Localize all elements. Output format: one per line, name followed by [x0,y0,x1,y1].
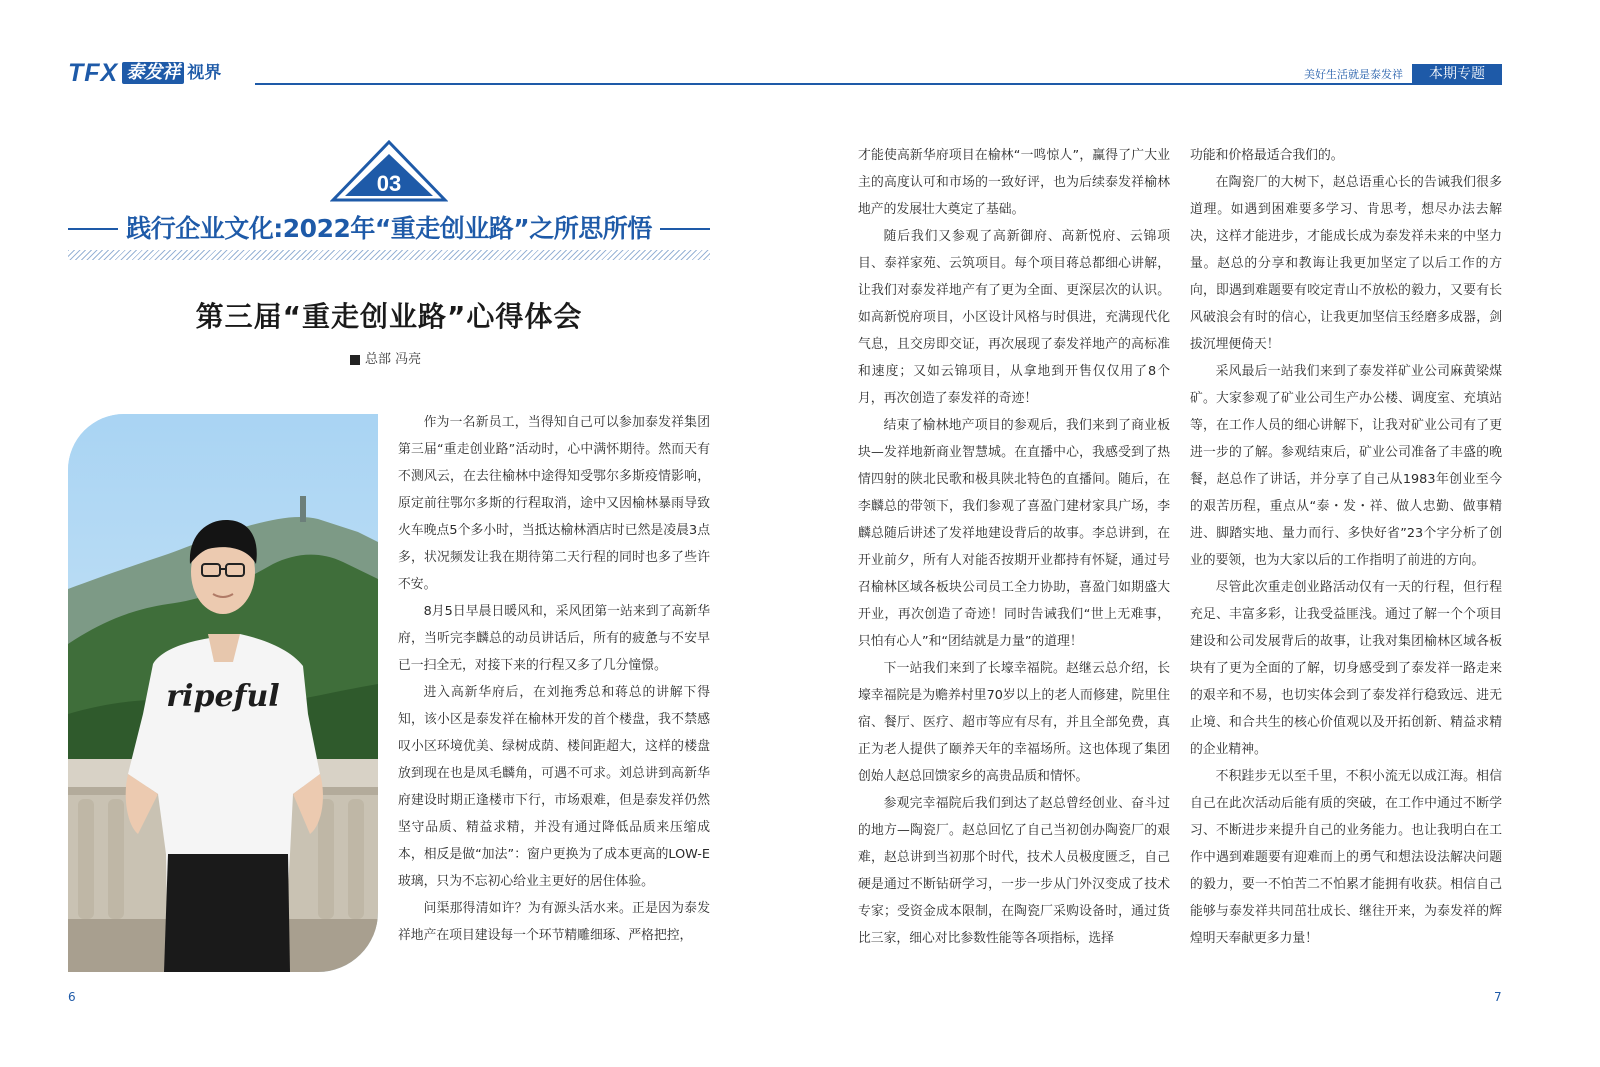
article-column-3 [1190,142,1502,979]
paragraph-continued: 功能和价格最适合我们的。 [1190,148,1344,163]
paragraph: 进入高新华府后，在刘拖秀总和蒋总的讲解下得知，该小区是泰发祥在榆林开发的首个楼盘，我不禁感叹小区环境优美、绿树成荫、楼间距超大，这样的楼盘放到现在也是凤毛麟角，可遇不可求。刘总讲到高新华府建设时期正逢楼市下行，市场艰难，但是泰发祥仍然坚守品质、精益求精，并没有通过降低品质来压缩成本，相反是做“加法”：窗户更换为了成本更高的LOW-E玻璃，只为不忘初心给业主更好的居住体验。 [398,685,710,889]
paragraph: 采风最后一站我们来到了泰发祥矿业公司麻黄梁煤矿。大家参观了矿业公司生产办公楼、调度室、充填站等，在工作人员的细心讲解下，让我对矿业公司有了更进一步的了解。参观结束后，矿业公司准备了丰盛的晚餐，赵总作了讲话，并分享了自己从1983年创业至今的艰苦历程，重点从“泰・发・祥、做人忠勤、做事精进、脚踏实地、量力而行、多快好省”23个字分析了创业的要领，也为大家以后的工作指明了前进的方向。 [1190,364,1502,568]
paragraph: 下一站我们来到了长壕幸福院。赵继云总介绍，长壕幸福院是为赡养村里70岁以上的老人而修建，院里住宿、餐厅、医疗、超市等应有尽有，并且全部免费，真正为老人提供了颐养天年的幸福场所。这也体现了集团创始人赵总回馈家乡的高贵品质和情怀。 [858,661,1170,784]
paragraph: 参观完幸福院后我们到达了赵总曾经创业、奋斗过的地方—陶瓷厂。赵总回忆了自己当初创办陶瓷厂的艰难，赵总讲到当初那个时代，技术人员极度匮乏，自己硬是通过不断钻研学习，一步一步从门外汉变成了技术专家；受资金成本限制，在陶瓷厂采购设备时，通过货比三家，细心对比参数性能等各项指标，选择 [858,796,1170,946]
paragraph: 尽管此次重走创业路活动仅有一天的行程，但行程充足、丰富多彩，让我受益匪浅。通过了解一个个项目建设和公司发展背后的故事，让我对集团榆林区域各板块有了更为全面的了解，切身感受到了泰发祥一路走来的艰辛和不易，也切实体会到了泰发祥行稳致远、进无止境、和合共生的核心价值观以及开拓创新、精益求精的企业精神。 [1190,580,1502,757]
author-name: 总部 冯亮 [365,352,422,367]
section-title: 践行企业文化:2022年“重走创业路”之所思所悟 [126,214,652,243]
paragraph-continued: 才能使高新华府项目在榆林“一鸣惊人”，赢得了广大业主的高度认可和市场的一致好评，也为后续泰发祥榆林地产的发展壮大奠定了基础。 [858,148,1170,217]
article-title: 第三届“重走创业路”心得体会 [195,300,583,333]
section-title-rule-left [68,228,118,230]
paragraph: 8月5日早晨日暖风和，采风团第一站来到了高新华府，当听完李麟总的动员讲话后，所有的疲惫与不安早已一扫全无，对接下来的行程又多了几分憧憬。 [398,604,710,673]
header-rule [255,83,1502,85]
logo-subtitle: 视界 [187,63,222,83]
paragraph: 不积跬步无以至千里，不积小流无以成江海。相信自己在此次活动后能有质的突破，在工作中通过不断学习、不断进步来提升自己的业务能力。也让我明白在工作中遇到难题要有迎难而上的勇气和想法设法解决问题的毅力，要一不怕苦二不怕累才能拥有收获。相信自己能够与泰发祥共同茁壮成长、继往开来，为泰发祥的辉煌明天奉献更多力量！ [1190,769,1502,946]
section-title-rule-right [660,228,710,230]
logo-tfx: TFX [68,59,119,87]
page-number-left: 6 [68,990,76,1004]
section-title-row [68,212,710,246]
topic-tag: 本期专题 [1412,64,1502,84]
author-square-icon [350,355,360,365]
logo-brand-name: 泰发祥 [122,62,184,84]
paragraph: 随后我们又参观了高新御府、高新悦府、云锦项目、泰祥家苑、云筑项目。每个项目蒋总都细心讲解，让我们对泰发祥地产有了更为全面、更深层次的认识。如高新悦府项目，小区设计风格与时俱进，充满现代化气息，且交房即交证，再次展现了泰发祥地产的高标准和速度；又如云锦项目，从拿地到开售仅仅用了8个月，再次创造了泰发祥的奇迹！ [858,229,1170,406]
paragraph: 作为一名新员工，当得知自己可以参加泰发祥集团第三届“重走创业路”活动时，心中满怀期待。然而天有不测风云，在去往榆林中途得知受鄂尔多斯疫情影响，原定前往鄂尔多斯的行程取消，途中又因榆林暴雨导致火车晚点5个多小时，当抵达榆林酒店时已然是凌晨3点多，状况频发让我在期待第二天行程的同时也多了些许不安。 [398,415,710,592]
author-photo [68,414,378,972]
header-slogan: 美好生活就是泰发祥 [1304,68,1403,81]
page-number-right: 7 [1494,990,1502,1004]
paragraph: 在陶瓷厂的大树下，赵总语重心长的告诫我们很多道理。如遇到困难要多学习、肯思考，想尽办法去解决，这样才能进步，才能成长成为泰发祥未来的中坚力量。赵总的分享和教诲让我更加坚定了以后工作的方向，即遇到难题要有咬定青山不放松的毅力，又要有长风破浪会有时的信心，让我更加坚信玉经磨多成器，剑拔沉埋便倚天！ [1190,175,1502,352]
hatch-divider [68,250,710,260]
article-column-1 [398,409,710,976]
article-column-2 [858,142,1170,979]
magazine-logo [68,60,221,86]
paragraph: 结束了榆林地产项目的参观后，我们来到了商业板块—发祥地新商业智慧城。在直播中心，我感受到了热情四射的陕北民歌和极具陕北特色的直播间。随后，在李麟总的带领下，我们参观了喜盈门建材家具广场，李麟总随后讲述了发祥地建设背后的故事。李总讲到，在开业前夕，所有人对能否按期开业都持有怀疑，通过号召榆林区域各板块公司员工全力协助，喜盈门如期盛大开业，再次创造了奇迹！同时告诫我们“世上无难事，只怕有心人”和“团结就是力量”的道理！ [858,418,1170,649]
section-number: 03 [376,171,402,196]
shirt-print: ripeful [166,679,280,714]
author-photo-image [68,414,378,972]
paragraph: 问渠那得清如许？为有源头活水来。正是因为泰发祥地产在项目建设每一个环节精雕细琢、严格把控， [398,901,710,943]
article-author [350,352,421,368]
